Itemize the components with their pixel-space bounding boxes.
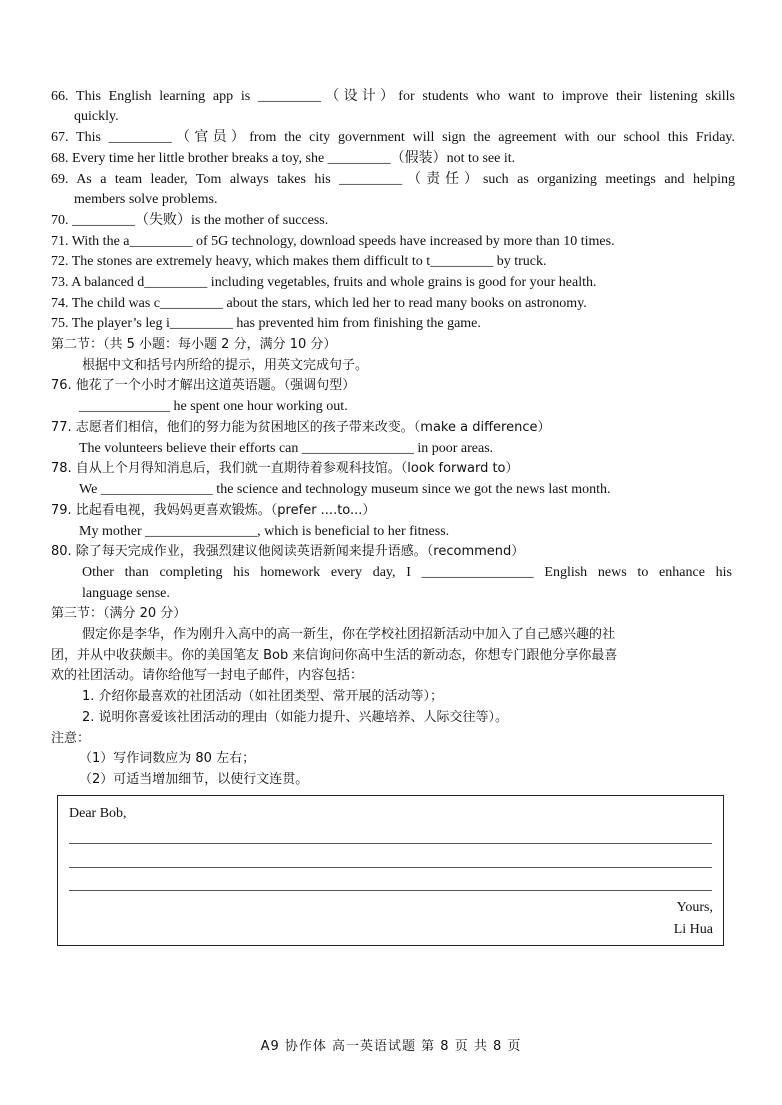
- letter-closing: Yours,: [676, 900, 713, 915]
- writing-prompt-line-2: 团，并从中收获颇丰。你的美国笔友 Bob 来信询问你高中生活的新动态，你想专门跟他分享你最喜: [51, 648, 618, 663]
- note-label: 注意：: [51, 731, 91, 746]
- letter-signature: Li Hua: [673, 922, 713, 937]
- note-2: （2）可适当增加细节，以使行文连贯。: [79, 772, 309, 787]
- question-77: 77. 志愿者们相信，他们的努力能为贫困地区的孩子带来改变。（make a difference）: [51, 420, 551, 435]
- question-69-continuation: members solve problems.: [74, 192, 218, 207]
- writing-answer-box[interactable]: [57, 795, 724, 946]
- answer-77: The volunteers believe their efforts can ________________ in poor areas.: [79, 441, 494, 456]
- page-footer: A9 协作体 高一英语试题 第 8 页 共 8 页: [260, 1039, 522, 1054]
- question-69: 69. As a team leader, Tom always takes his _________（责任）such as organizing meetings and helping: [51, 172, 735, 187]
- question-68: 68. Every time her little brother breaks a toy, she _________（假装）not to see it.: [51, 151, 516, 166]
- question-73: 73. A balanced d_________ including vegetables, fruits and whole grains is good for your health.: [51, 275, 597, 290]
- answer-78: We ________________ the science and technology museum since we got the news last month.: [79, 482, 611, 497]
- question-75: 75. The player’s leg i_________ has prevented him from finishing the game.: [51, 316, 481, 331]
- answer-80: Other than completing his homework every day, I ________________ English news to enhance his: [82, 565, 732, 580]
- section3-heading: 第三节：（满分 20 分）: [51, 606, 187, 621]
- answer-80-continuation: language sense.: [82, 586, 170, 601]
- writing-prompt-line-3: 欢的社团活动。请你给他写一封电子邮件，内容包括：: [51, 668, 364, 683]
- answer-76: _____________ he spent one hour working out.: [79, 399, 348, 414]
- question-80: 80. 除了每天完成作业，我强烈建议他阅读英语新闻来提升语感。（recommend）: [51, 544, 525, 559]
- writing-line: [69, 843, 712, 844]
- question-67: 67. This _________（官员）from the city government will sign the agreement with our school this Friday.: [51, 130, 735, 145]
- question-79: 79. 比起看电视，我妈妈更喜欢锻炼。（prefer ....to...）: [51, 503, 376, 518]
- writing-prompt-line-1: 假定你是李华，作为刚升入高中的高一新生，你在学校社团招新活动中加入了自己感兴趣的社: [82, 627, 616, 642]
- section2-heading: 第二节：（共 5 小题：每小题 2 分，满分 10 分）: [51, 337, 337, 352]
- question-71: 71. With the a_________ of 5G technology, download speeds have increased by more than 10 times.: [51, 234, 615, 249]
- note-1: （1）写作词数应为 80 左右；: [79, 751, 256, 766]
- question-74: 74. The child was c_________ about the stars, which led her to read many books on astronomy.: [51, 296, 587, 311]
- question-70: 70. _________（失败）is the mother of success.: [51, 213, 329, 228]
- question-66: 66. This English learning app is _________（设计）for students who want to improve their listening skills: [51, 89, 735, 104]
- writing-line: [69, 867, 712, 868]
- question-72: 72. The stones are extremely heavy, which makes them difficult to t_________ by truck.: [51, 254, 547, 269]
- question-76: 76. 他花了一个小时才解出这道英语题。（强调句型）: [51, 378, 356, 393]
- question-66-continuation: quickly.: [74, 109, 119, 124]
- question-78: 78. 自从上个月得知消息后，我们就一直期待着参观科技馆。（look forward to）: [51, 461, 519, 476]
- letter-greeting: Dear Bob,: [69, 806, 127, 821]
- answer-79: My mother ________________, which is beneficial to her fitness.: [79, 524, 450, 539]
- writing-point-1: 1. 介绍你最喜欢的社团活动（如社团类型、常开展的活动等）；: [82, 689, 444, 704]
- writing-point-2: 2. 说明你喜爱该社团活动的理由（如能力提升、兴趣培养、人际交往等）。: [82, 710, 509, 725]
- writing-line: [69, 890, 712, 891]
- section2-instruction: 根据中文和括号内所给的提示，用英文完成句子。: [82, 358, 369, 373]
